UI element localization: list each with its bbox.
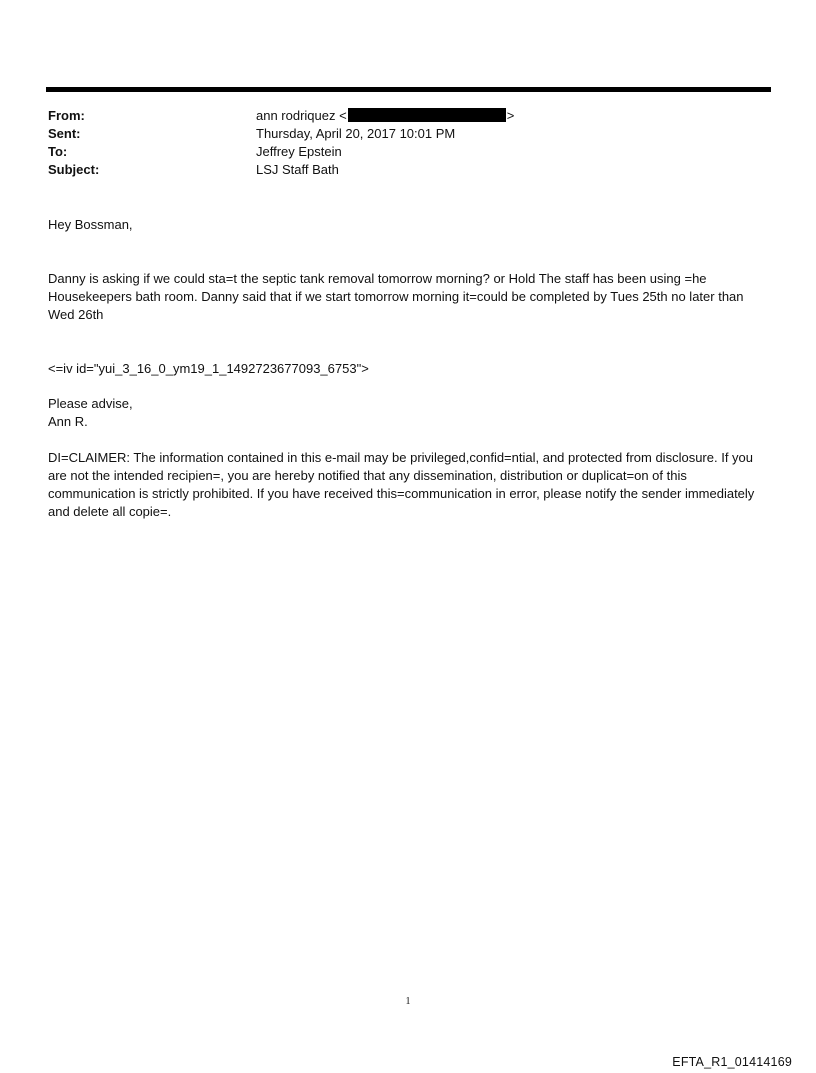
page-number: 1 xyxy=(405,996,411,1007)
sent-value: Thursday, April 20, 2017 10:01 PM xyxy=(256,126,456,141)
to-row xyxy=(48,143,648,161)
from-close: > xyxy=(506,108,515,123)
sent-label: Sent: xyxy=(48,126,81,141)
subject-row xyxy=(48,161,648,179)
subject-label: Subject: xyxy=(48,162,100,177)
code-line-text: <=iv id="yui_3_16_0_ym19_1_1492723677093_6753"> xyxy=(48,361,369,376)
from-label: From: xyxy=(48,108,85,123)
from-value xyxy=(256,107,514,125)
sign-off xyxy=(48,395,763,431)
subject-value: LSJ Staff Bath xyxy=(256,162,339,177)
from-name: ann rodriquez < xyxy=(256,108,347,123)
message-paragraph xyxy=(48,270,763,324)
disclaimer-text: DI=CLAIMER: The information contained in this e-mail may be privileged,confid=ntial, and protected from disclosure. If you are not the intended recipien=, you are hereby notified that any dissemination, distribution or duplicat=on of this communication is strictly prohibited. If you have received this=communication in error, please notify the sender immediately and delete all copie=. xyxy=(48,450,755,519)
disclaimer xyxy=(48,449,763,521)
to-label: To: xyxy=(48,144,68,159)
greeting-text: Hey Bossman, xyxy=(48,217,133,232)
bates-number: EFTA_R1_01414169 xyxy=(672,1055,792,1069)
closing-text: Please advise, xyxy=(48,396,133,411)
code-line xyxy=(48,360,763,378)
greeting xyxy=(48,216,763,234)
to-value: Jeffrey Epstein xyxy=(256,144,342,159)
sent-row xyxy=(48,125,648,143)
message-text: Danny is asking if we could sta=t the septic tank removal tomorrow morning? or Hold The staff has been using =he Housekeepers bath room. Danny said that if we start tomorrow morning it=could be completed by Tues 25th no later than Wed 26th xyxy=(48,271,744,322)
header-rule xyxy=(46,87,771,92)
signature-text: Ann R. xyxy=(48,414,88,429)
from-row xyxy=(48,107,648,125)
redacted-email-block xyxy=(348,108,506,122)
